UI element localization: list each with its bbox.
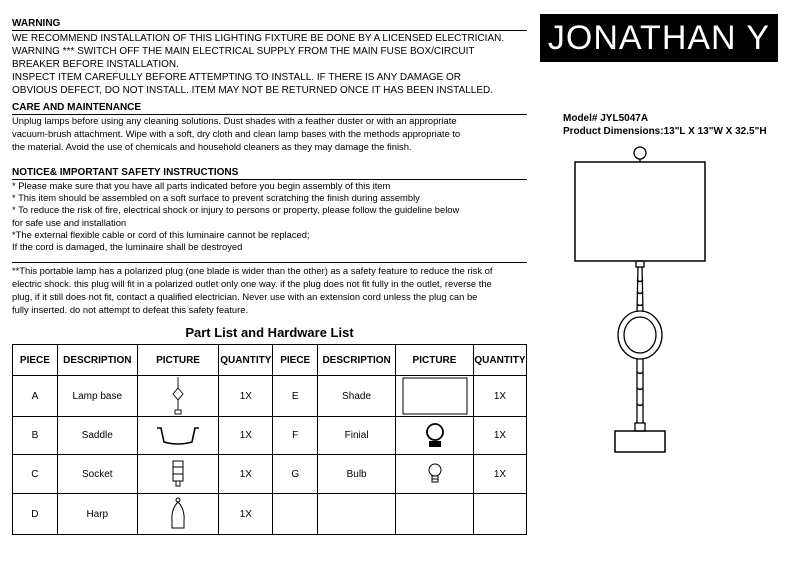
lamp-base-block bbox=[615, 431, 665, 452]
shade-icon bbox=[402, 377, 468, 415]
quantity-cell: 1X bbox=[219, 417, 273, 455]
care-line: Unplug lamps before using any cleaning solutions. Dust shades with a feather duster or with an appropriate bbox=[12, 115, 457, 126]
notice-line: * To reduce the risk of fire, electrical shock or injury to persons or property, please follow the guideline below bbox=[12, 204, 460, 216]
notice-line: for safe use and installation bbox=[12, 216, 127, 228]
care-heading: CARE AND MAINTENANCE bbox=[12, 102, 142, 113]
quantity-cell: 1X bbox=[219, 455, 273, 494]
saddle-icon bbox=[155, 424, 201, 448]
description-cell: Socket bbox=[57, 455, 137, 494]
warning-line: WARNING *** SWITCH OFF THE MAIN ELECTRICAL SUPPLY FROM THE MAIN FUSE BOX/CIRCUIT bbox=[12, 46, 475, 57]
warning-line: WE RECOMMEND INSTALLATION OF THIS LIGHTING FIXTURE BE DONE BY A LICENSED ELECTRICIAN. bbox=[12, 33, 505, 44]
notice-heading: NOTICE& IMPORTANT SAFETY INSTRUCTIONS bbox=[12, 167, 239, 178]
piece-cell bbox=[273, 494, 318, 535]
care-line: the material. Avoid the use of chemicals and household cleaners as they may damage the finish. bbox=[12, 141, 412, 152]
col-header: DESCRIPTION bbox=[57, 345, 137, 376]
parts-header-row bbox=[13, 345, 527, 376]
lamp-illustration bbox=[565, 140, 715, 455]
table-row bbox=[13, 494, 527, 535]
plug-line: plug, if it still does not fit, contact a qualified electrician. Never use with an extension cord unless the plug can be bbox=[12, 291, 478, 302]
picture-cell bbox=[137, 455, 219, 494]
socket-icon bbox=[170, 460, 186, 488]
col-header: QUANTITY bbox=[473, 345, 526, 376]
quantity-cell bbox=[473, 494, 526, 535]
parts-table bbox=[12, 344, 527, 535]
piece-cell: D bbox=[13, 494, 58, 535]
notice-line: *The external flexible cable or cord of this luminaire cannot be replaced; bbox=[12, 228, 310, 240]
model-number: Model# JYL5047A bbox=[563, 113, 649, 124]
parts-title: Part List and Hardware List bbox=[185, 325, 354, 340]
notice-line: If the cord is damaged, the luminaire shall be destroyed bbox=[12, 241, 243, 253]
quantity-cell: 1X bbox=[219, 494, 273, 535]
warning-line: OBVIOUS DEFECT, DO NOT INSTALL. ITEM MAY NOT BE RETURNED ONCE IT HAS BEEN INSTALLED. bbox=[12, 85, 494, 96]
plug-line: fully inserted. do not attempt to defeat this safety feature. bbox=[12, 304, 249, 315]
finial-icon bbox=[424, 422, 446, 450]
picture-cell bbox=[137, 376, 219, 417]
product-dimensions: Product Dimensions:13"L X 13"W X 32.5"H bbox=[563, 126, 767, 137]
table-row bbox=[13, 455, 527, 494]
col-header: QUANTITY bbox=[219, 345, 273, 376]
picture-cell bbox=[396, 494, 474, 535]
warning-rule bbox=[12, 30, 527, 31]
plug-text bbox=[12, 264, 492, 316]
piece-cell: E bbox=[273, 376, 318, 417]
plug-line: electric shock. this plug will fit in a polarized outlet only one way. if the plug does not fit fully in the outlet, reverse the bbox=[12, 278, 492, 289]
warning-heading: WARNING bbox=[12, 18, 61, 29]
bulb-icon bbox=[427, 463, 443, 485]
warning-line: BREAKER BEFORE INSTALLATION. bbox=[12, 59, 179, 70]
picture-cell bbox=[396, 455, 474, 494]
col-header: DESCRIPTION bbox=[318, 345, 396, 376]
piece-cell: G bbox=[273, 455, 318, 494]
description-cell: Saddle bbox=[57, 417, 137, 455]
picture-cell bbox=[137, 417, 219, 455]
description-cell: Lamp base bbox=[57, 376, 137, 417]
plug-rule bbox=[12, 262, 527, 263]
description-cell: Shade bbox=[318, 376, 396, 417]
col-header: PIECE bbox=[273, 345, 318, 376]
lamp-stem bbox=[618, 261, 662, 431]
care-line: vacuum-brush attachment. Wipe with a soft, dry cloth and clean lamp bases with the methods appropriate to bbox=[12, 128, 461, 139]
plug-line: **This portable lamp has a polarized plug (one blade is wider than the other) as a safety feature to reduce the risk of bbox=[12, 265, 493, 276]
quantity-cell: 1X bbox=[473, 455, 526, 494]
piece-cell: A bbox=[13, 376, 58, 417]
quantity-cell: 1X bbox=[219, 376, 273, 417]
harp-icon bbox=[169, 497, 187, 531]
brand-logo-text: JONATHAN Y bbox=[547, 18, 771, 57]
notice-line: * Please make sure that you have all parts indicated before you begin assembly of this item bbox=[12, 180, 391, 191]
picture-cell bbox=[396, 376, 474, 417]
table-row bbox=[13, 376, 527, 417]
col-header: PIECE bbox=[13, 345, 58, 376]
warning-text bbox=[12, 32, 504, 97]
quantity-cell: 1X bbox=[473, 417, 526, 455]
description-cell: Finial bbox=[318, 417, 396, 455]
care-text bbox=[12, 114, 460, 153]
picture-cell bbox=[137, 494, 219, 535]
warning-line: INSPECT ITEM CAREFULLY BEFORE ATTEMPTING TO INSTALL. IF THERE IS ANY DAMAGE OR bbox=[12, 72, 461, 83]
notice-line: * This item should be assembled on a soft surface to prevent scratching the finish during assembly bbox=[12, 192, 420, 204]
piece-cell: C bbox=[13, 455, 58, 494]
description-cell: Harp bbox=[57, 494, 137, 535]
lamp-base-icon bbox=[171, 376, 185, 416]
description-cell: Bulb bbox=[318, 455, 396, 494]
quantity-cell: 1X bbox=[473, 376, 526, 417]
table-row bbox=[13, 417, 527, 455]
lamp-shade bbox=[575, 162, 705, 261]
description-cell bbox=[318, 494, 396, 535]
notice-text bbox=[12, 180, 459, 253]
col-header: PICTURE bbox=[396, 345, 474, 376]
lamp-finial bbox=[634, 147, 646, 159]
piece-cell: B bbox=[13, 417, 58, 455]
piece-cell: F bbox=[273, 417, 318, 455]
brand-logo bbox=[540, 14, 778, 62]
picture-cell bbox=[396, 417, 474, 455]
col-header: PICTURE bbox=[137, 345, 219, 376]
